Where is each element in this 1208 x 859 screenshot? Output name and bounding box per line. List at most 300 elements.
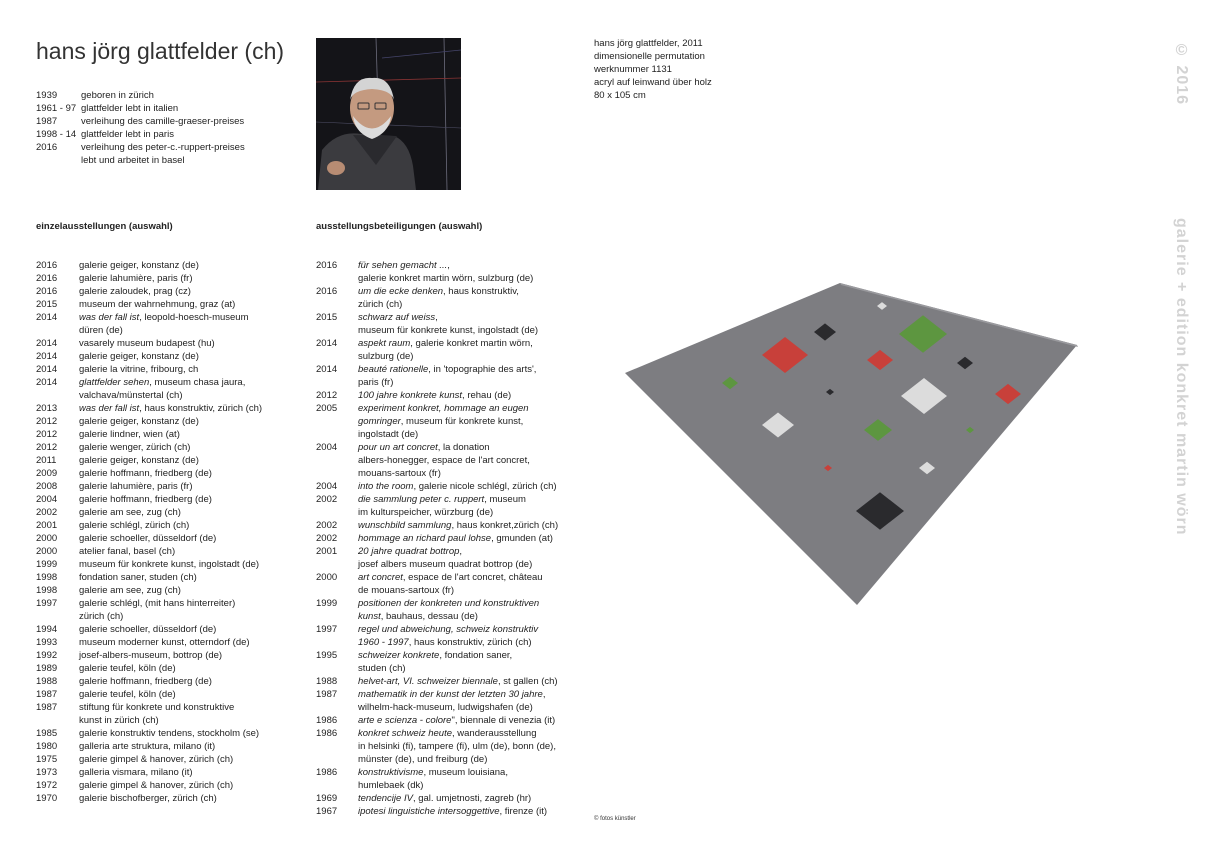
exhibition-text bbox=[79, 753, 233, 766]
exhibition-line bbox=[36, 454, 262, 467]
exhibition-detail: de mouans-sartoux (fr) bbox=[358, 585, 455, 596]
exhibition-year: 1998 bbox=[36, 585, 58, 596]
exhibition-text bbox=[79, 610, 123, 623]
exhibition-text bbox=[358, 402, 529, 415]
exhibition-year: 1972 bbox=[36, 780, 58, 791]
exhibition-text bbox=[79, 363, 198, 376]
exhibition-text bbox=[79, 298, 235, 311]
exhibition-title: 20 jahre quadrat bottrop bbox=[358, 546, 460, 557]
exhibition-text bbox=[79, 389, 182, 402]
exhibition-line bbox=[36, 337, 262, 350]
exhibition-year: 1986 bbox=[316, 767, 338, 778]
exhibition-year: 2015 bbox=[36, 299, 58, 310]
exhibition-line bbox=[36, 558, 262, 571]
exhibition-year: 2014 bbox=[36, 312, 58, 323]
bio-text: glattfelder lebt in paris bbox=[81, 129, 174, 140]
exhibition-title: schweizer konkrete bbox=[358, 650, 440, 661]
exhibition-text bbox=[358, 389, 511, 402]
exhibition-detail: galerie konkret martin wörn, sulzburg (de) bbox=[358, 273, 534, 284]
exhibition-year: 2016 bbox=[36, 260, 58, 271]
exhibition-year: 2012 bbox=[36, 429, 58, 440]
exhibition-text bbox=[358, 701, 533, 714]
exhibition-year: 1993 bbox=[36, 637, 58, 648]
exhibition-line bbox=[316, 532, 558, 545]
exhibition-detail: galerie geiger, konstanz (de) bbox=[79, 260, 199, 271]
exhibition-title: arte e scienza - colore bbox=[358, 715, 452, 726]
exhibition-text bbox=[79, 428, 180, 441]
exhibition-line bbox=[36, 441, 262, 454]
exhibition-year: 2000 bbox=[36, 546, 58, 557]
bio-text: lebt und arbeitet in basel bbox=[81, 155, 185, 166]
exhibition-text bbox=[79, 532, 216, 545]
artwork-medium: acryl auf leinwand über holz bbox=[594, 77, 712, 88]
exhibition-line bbox=[316, 311, 558, 324]
exhibition-year: 2014 bbox=[36, 338, 58, 349]
exhibition-detail: , haus konstruktiv, bbox=[443, 286, 519, 297]
exhibition-text bbox=[79, 480, 193, 493]
exhibition-text bbox=[358, 376, 393, 389]
artwork-image bbox=[620, 280, 1080, 610]
photo-credit: © fotos künstler bbox=[594, 816, 636, 822]
exhibition-line bbox=[36, 753, 262, 766]
exhibition-line bbox=[316, 688, 558, 701]
exhibition-year: 2016 bbox=[36, 286, 58, 297]
exhibition-detail: galerie schoeller, düsseldorf (de) bbox=[79, 624, 217, 635]
exhibition-line bbox=[316, 350, 558, 363]
exhibition-detail: josef albers museum quadrat bottrop (de) bbox=[358, 559, 533, 570]
exhibition-detail: galerie hoffmann, friedberg (de) bbox=[79, 468, 212, 479]
exhibition-text bbox=[79, 259, 199, 272]
bio-text: glattfelder lebt in italien bbox=[81, 103, 179, 114]
exhibition-year: 2005 bbox=[316, 403, 338, 414]
exhibition-detail: , museum bbox=[484, 494, 526, 505]
exhibition-line bbox=[316, 740, 558, 753]
exhibition-year: 1994 bbox=[36, 624, 58, 635]
exhibition-text bbox=[79, 272, 193, 285]
exhibition-detail: , st gallen (ch) bbox=[497, 676, 558, 687]
artist-title: hans jörg glattfelder (ch) bbox=[36, 38, 285, 64]
bio-year: 1987 bbox=[36, 116, 58, 127]
exhibition-line bbox=[316, 376, 558, 389]
exhibition-title: ipotesi linguistiche intersoggettive bbox=[358, 806, 500, 817]
exhibition-detail: galerie wenger, zürich (ch) bbox=[79, 442, 191, 453]
exhibition-detail: , museum für konkrete kunst, bbox=[400, 416, 524, 427]
exhibition-line bbox=[36, 636, 262, 649]
exhibition-text bbox=[79, 454, 199, 467]
exhibition-line bbox=[316, 597, 558, 610]
gallery-name-vertical: galerie + edition konkret martin wörn bbox=[1173, 218, 1190, 536]
exhibition-text bbox=[79, 415, 199, 428]
exhibition-year: 1986 bbox=[316, 728, 338, 739]
exhibition-detail: , la donation bbox=[437, 442, 490, 453]
exhibition-title: tendencije IV bbox=[358, 793, 413, 804]
exhibition-text bbox=[79, 519, 189, 532]
exhibition-detail: albers-honegger, espace de l'art concret, bbox=[358, 455, 530, 466]
exhibition-line bbox=[316, 272, 558, 285]
canvas-plane bbox=[625, 283, 1077, 605]
artist-portrait bbox=[316, 38, 461, 190]
exhibition-year: 2012 bbox=[36, 416, 58, 427]
exhibition-line bbox=[316, 389, 558, 402]
exhibition-detail: , rehau (de) bbox=[462, 390, 512, 401]
exhibition-detail: galerie lahumière, paris (fr) bbox=[79, 273, 193, 284]
exhibition-detail: galerie geiger, konstanz (de) bbox=[79, 351, 199, 362]
exhibition-detail: , galerie konkret martin wörn, bbox=[410, 338, 533, 349]
exhibition-title: into the room bbox=[358, 481, 414, 492]
exhibition-year: 2016 bbox=[316, 286, 338, 297]
exhibition-year: 2002 bbox=[36, 507, 58, 518]
exhibition-text bbox=[358, 571, 543, 584]
exhibition-year: 2000 bbox=[316, 572, 338, 583]
exhibition-text bbox=[79, 441, 190, 454]
exhibition-detail: , firenze (it) bbox=[499, 806, 548, 817]
exhibition-detail: zürich (ch) bbox=[79, 611, 124, 622]
exhibition-detail: galerie gimpel & hanover, zürich (ch) bbox=[79, 754, 234, 765]
exhibition-text bbox=[358, 714, 555, 727]
exhibition-line bbox=[316, 402, 558, 415]
exhibition-detail: sulzburg (de) bbox=[358, 351, 414, 362]
exhibition-line bbox=[316, 545, 558, 558]
exhibition-detail: museum für konkrete kunst, ingolstadt (de) bbox=[358, 325, 539, 336]
exhibition-line bbox=[36, 311, 262, 324]
exhibition-detail: museum moderner kunst, otterndorf (de) bbox=[79, 637, 250, 648]
exhibition-line bbox=[316, 675, 558, 688]
exhibition-detail: mouans-sartoux (fr) bbox=[358, 468, 441, 479]
exhibition-detail: galerie schlégl, zürich (ch) bbox=[79, 520, 190, 531]
exhibition-detail: galerie geiger, konstanz (de) bbox=[79, 416, 199, 427]
exhibition-year: 1995 bbox=[316, 650, 338, 661]
group-exhibitions-list bbox=[316, 259, 558, 818]
bio-year: 1961 - 97 bbox=[36, 103, 77, 114]
exhibition-year: 2016 bbox=[36, 273, 58, 284]
exhibition-detail: ", biennale di venezia (it) bbox=[451, 715, 556, 726]
exhibition-year: 2016 bbox=[316, 260, 338, 271]
exhibition-line bbox=[36, 298, 262, 311]
exhibition-detail: zürich (ch) bbox=[358, 299, 403, 310]
exhibition-detail: , haus konkret,zürich (ch) bbox=[451, 520, 559, 531]
exhibition-text bbox=[358, 662, 406, 675]
exhibition-detail: museum der wahrnehmung, graz (at) bbox=[79, 299, 236, 310]
exhibition-year: 1987 bbox=[316, 689, 338, 700]
exhibition-text bbox=[79, 545, 175, 558]
exhibition-text bbox=[358, 558, 532, 571]
exhibition-text bbox=[79, 688, 176, 701]
exhibition-title: 1960 - 1997 bbox=[358, 637, 409, 648]
exhibition-line bbox=[316, 363, 558, 376]
exhibition-line bbox=[316, 415, 558, 428]
exhibition-text bbox=[79, 766, 193, 779]
artwork-painting bbox=[620, 280, 1080, 610]
exhibition-line bbox=[36, 675, 262, 688]
copyright-vertical: © 2016 bbox=[1173, 42, 1190, 106]
exhibition-detail: galerie schoeller, düsseldorf (de) bbox=[79, 533, 217, 544]
exhibition-year: 1989 bbox=[36, 663, 58, 674]
bio-text: verleihung des peter-c.-ruppert-preises bbox=[81, 142, 245, 153]
exhibition-text bbox=[79, 324, 123, 337]
exhibition-detail: galerie gimpel & hanover, zürich (ch) bbox=[79, 780, 234, 791]
exhibition-title: die sammlung peter c. ruppert bbox=[358, 494, 485, 505]
exhibition-line bbox=[36, 701, 262, 714]
exhibition-detail: , bbox=[459, 546, 463, 557]
exhibition-text bbox=[358, 441, 490, 454]
exhibition-year: 1986 bbox=[316, 715, 338, 726]
exhibition-text bbox=[79, 584, 181, 597]
exhibition-text bbox=[358, 649, 512, 662]
exhibition-title: regel und abweichung, schweiz konstruktiv bbox=[358, 624, 539, 635]
exhibition-line bbox=[316, 493, 558, 506]
exhibition-text bbox=[358, 467, 441, 480]
exhibition-year: 2012 bbox=[36, 442, 58, 453]
exhibition-detail: atelier fanal, basel (ch) bbox=[79, 546, 176, 557]
exhibition-year: 2001 bbox=[316, 546, 338, 557]
exhibition-text bbox=[79, 506, 181, 519]
exhibition-detail: studen (ch) bbox=[358, 663, 406, 674]
exhibition-line bbox=[36, 506, 262, 519]
exhibition-year: 2002 bbox=[316, 533, 338, 544]
exhibition-year: 2009 bbox=[36, 468, 58, 479]
exhibition-line bbox=[316, 714, 558, 727]
exhibition-detail: valchava/münstertal (ch) bbox=[79, 390, 183, 401]
exhibition-detail: galerie konstruktiv tendens, stockholm (se) bbox=[79, 728, 260, 739]
exhibition-detail: , gmunden (at) bbox=[491, 533, 553, 544]
exhibition-year: 1980 bbox=[36, 741, 58, 752]
exhibition-detail: , museum louisiana, bbox=[423, 767, 508, 778]
exhibition-text bbox=[358, 675, 558, 688]
exhibition-detail: , in 'topographie des arts', bbox=[428, 364, 537, 375]
exhibition-title: art concret bbox=[358, 572, 403, 583]
artwork-title: dimensionelle permutation bbox=[594, 51, 705, 62]
exhibition-year: 2014 bbox=[316, 338, 338, 349]
exhibition-line bbox=[316, 428, 558, 441]
exhibition-line bbox=[36, 610, 262, 623]
exhibition-detail: im kulturspeicher, würzburg (de) bbox=[358, 507, 494, 518]
exhibition-detail: in helsinki (fi), tampere (fi), ulm (de), bonn (de), bbox=[358, 741, 556, 752]
exhibition-detail: josef-albers-museum, bottrop (de) bbox=[79, 650, 223, 661]
exhibition-line bbox=[36, 545, 262, 558]
exhibition-detail: , haus konstruktiv, zürich (ch) bbox=[408, 637, 532, 648]
exhibition-line bbox=[36, 259, 262, 272]
exhibition-detail: galerie la vitrine, fribourg, ch bbox=[79, 364, 199, 375]
exhibition-text bbox=[79, 727, 259, 740]
exhibition-text bbox=[358, 480, 557, 493]
exhibition-line bbox=[36, 415, 262, 428]
exhibition-title: was der fall ist bbox=[79, 403, 140, 414]
exhibition-line bbox=[36, 662, 262, 675]
exhibition-line bbox=[316, 519, 558, 532]
exhibition-text bbox=[358, 272, 533, 285]
exhibition-title: hommage an richard paul lohse bbox=[358, 533, 492, 544]
bio-year bbox=[36, 154, 81, 167]
exhibition-detail: , bauhaus, dessau (de) bbox=[380, 611, 478, 622]
exhibition-title: gomringer bbox=[358, 416, 401, 427]
exhibition-detail: galerie bischofberger, zürich (ch) bbox=[79, 793, 217, 804]
exhibition-detail: galerie lindner, wien (at) bbox=[79, 429, 180, 440]
exhibition-title: konstruktivisme bbox=[358, 767, 424, 778]
exhibition-text bbox=[79, 402, 262, 415]
exhibition-year: 1997 bbox=[316, 624, 338, 635]
exhibition-year: 1987 bbox=[36, 702, 58, 713]
exhibition-line bbox=[316, 649, 558, 662]
exhibition-line bbox=[36, 402, 262, 415]
exhibition-line bbox=[316, 285, 558, 298]
exhibition-text bbox=[79, 714, 159, 727]
artwork-number: werknummer 1131 bbox=[594, 64, 672, 75]
exhibition-year: 2014 bbox=[36, 377, 58, 388]
bio-text: geboren in zürich bbox=[81, 90, 154, 101]
exhibition-text bbox=[358, 350, 413, 363]
exhibition-detail: fondation saner, studen (ch) bbox=[79, 572, 197, 583]
exhibition-line bbox=[36, 766, 262, 779]
exhibition-detail: , haus konstruktiv, zürich (ch) bbox=[139, 403, 263, 414]
exhibition-year: 2001 bbox=[36, 520, 58, 531]
exhibition-line bbox=[316, 259, 558, 272]
exhibition-year: 1988 bbox=[316, 676, 338, 687]
exhibition-line bbox=[316, 727, 558, 740]
exhibition-text bbox=[358, 545, 462, 558]
exhibition-year: 2004 bbox=[316, 442, 338, 453]
exhibition-year: 2000 bbox=[36, 533, 58, 544]
exhibition-text bbox=[358, 259, 450, 272]
exhibition-title: 100 jahre konkrete kunst bbox=[358, 390, 463, 401]
exhibition-text bbox=[79, 337, 215, 350]
exhibition-line bbox=[36, 532, 262, 545]
exhibition-title: mathematik in der kunst der letzten 30 jahre bbox=[358, 689, 543, 700]
exhibition-text bbox=[358, 506, 493, 519]
exhibition-line bbox=[316, 792, 558, 805]
portrait-image bbox=[316, 38, 461, 190]
exhibition-text bbox=[79, 597, 235, 610]
exhibition-line bbox=[36, 649, 262, 662]
exhibition-title: was der fall ist bbox=[79, 312, 140, 323]
exhibition-line bbox=[36, 714, 262, 727]
exhibition-text bbox=[358, 727, 537, 740]
exhibition-text bbox=[358, 636, 532, 649]
exhibition-year: 1985 bbox=[36, 728, 58, 739]
exhibition-text bbox=[358, 688, 545, 701]
exhibition-text bbox=[79, 467, 212, 480]
exhibition-text bbox=[358, 454, 530, 467]
exhibition-text bbox=[358, 610, 478, 623]
exhibition-text bbox=[79, 571, 197, 584]
exhibition-year: 2012 bbox=[316, 390, 338, 401]
exhibition-text bbox=[79, 701, 234, 714]
solo-heading: einzelausstellungen (auswahl) bbox=[36, 221, 173, 232]
exhibition-detail: galerie zaloudek, prag (cz) bbox=[79, 286, 191, 297]
exhibition-text bbox=[358, 766, 508, 779]
exhibition-line bbox=[316, 805, 558, 818]
exhibition-text bbox=[79, 792, 217, 805]
exhibition-year: 2011 bbox=[36, 455, 57, 466]
exhibition-text bbox=[79, 662, 176, 675]
exhibition-text bbox=[79, 740, 215, 753]
exhibition-text bbox=[358, 337, 533, 350]
exhibition-line bbox=[316, 337, 558, 350]
exhibition-detail: humlebaek (dk) bbox=[358, 780, 424, 791]
exhibition-year: 2004 bbox=[36, 494, 58, 505]
exhibition-line bbox=[36, 779, 262, 792]
exhibition-text bbox=[79, 649, 222, 662]
exhibition-line bbox=[36, 324, 262, 337]
exhibition-line bbox=[36, 727, 262, 740]
exhibition-line bbox=[316, 662, 558, 675]
exhibition-detail: galerie teufel, köln (de) bbox=[79, 663, 176, 674]
exhibition-detail: , fondation saner, bbox=[439, 650, 513, 661]
exhibition-line bbox=[316, 558, 558, 571]
exhibition-text bbox=[358, 792, 531, 805]
bio-year: 2016 bbox=[36, 142, 58, 153]
exhibition-title: schwarz auf weiss bbox=[358, 312, 436, 323]
exhibition-text bbox=[358, 428, 418, 441]
artwork-dimensions: 80 x 105 cm bbox=[594, 90, 646, 101]
exhibition-year: 2013 bbox=[36, 403, 58, 414]
exhibition-line bbox=[36, 467, 262, 480]
exhibition-detail: galerie am see, zug (ch) bbox=[79, 507, 181, 518]
exhibition-line bbox=[316, 610, 558, 623]
exhibition-text bbox=[358, 519, 558, 532]
exhibition-year: 1967 bbox=[316, 806, 338, 817]
exhibition-text bbox=[358, 324, 538, 337]
exhibition-line bbox=[36, 584, 262, 597]
exhibition-line bbox=[316, 441, 558, 454]
exhibition-text bbox=[358, 753, 487, 766]
exhibition-detail: wilhelm-hack-museum, ludwigshafen (de) bbox=[358, 702, 533, 713]
group-heading: ausstellungsbeteiligungen (auswahl) bbox=[316, 221, 483, 232]
exhibition-text bbox=[358, 493, 526, 506]
exhibition-text bbox=[79, 285, 191, 298]
exhibition-text bbox=[79, 350, 199, 363]
exhibition-detail: paris (fr) bbox=[358, 377, 394, 388]
exhibition-year: 2014 bbox=[36, 351, 58, 362]
exhibition-detail: , galerie nicole schlégl, zürich (ch) bbox=[413, 481, 557, 492]
exhibition-text bbox=[79, 376, 245, 389]
exhibition-detail: , bbox=[447, 260, 450, 271]
exhibition-year: 2002 bbox=[316, 520, 338, 531]
exhibition-title: helvet-art, VI. schweizer biennale bbox=[358, 676, 498, 687]
exhibition-line bbox=[36, 272, 262, 285]
exhibition-text bbox=[79, 623, 216, 636]
bio-year: 1998 - 14 bbox=[36, 129, 77, 140]
exhibition-year: 2014 bbox=[36, 364, 58, 375]
exhibition-detail: vasarely museum budapest (hu) bbox=[79, 338, 215, 349]
exhibition-year: 1997 bbox=[36, 598, 58, 609]
exhibition-title: konkret schweiz heute bbox=[358, 728, 452, 739]
exhibition-year: 1999 bbox=[316, 598, 338, 609]
exhibition-text bbox=[79, 636, 250, 649]
bio-row bbox=[36, 102, 245, 115]
exhibition-title: für sehen gemacht ... bbox=[358, 260, 448, 271]
exhibition-year: 1970 bbox=[36, 793, 58, 804]
exhibition-line bbox=[316, 779, 558, 792]
exhibition-line bbox=[36, 363, 262, 376]
exhibition-detail: galleria arte struktura, milano (it) bbox=[79, 741, 216, 752]
exhibition-detail: museum für konkrete kunst, ingolstadt (de) bbox=[79, 559, 260, 570]
exhibition-detail: stiftung für konkrete und konstruktive bbox=[79, 702, 235, 713]
exhibition-text bbox=[358, 805, 547, 818]
exhibition-detail: galerie hoffmann, friedberg (de) bbox=[79, 676, 212, 687]
exhibition-text bbox=[358, 584, 454, 597]
exhibition-line bbox=[36, 428, 262, 441]
exhibition-line bbox=[36, 493, 262, 506]
solo-exhibitions-list bbox=[36, 259, 262, 805]
exhibition-line bbox=[36, 285, 262, 298]
exhibition-text bbox=[358, 597, 539, 610]
artwork-artist-year: hans jörg glattfelder, 2011 bbox=[594, 38, 703, 49]
exhibition-year: 1969 bbox=[316, 793, 338, 804]
exhibition-title: positionen der konkreten und konstruktiven bbox=[358, 598, 540, 609]
exhibition-detail: , museum chasa jaura, bbox=[149, 377, 246, 388]
exhibition-text bbox=[79, 493, 212, 506]
exhibition-line bbox=[36, 389, 262, 402]
